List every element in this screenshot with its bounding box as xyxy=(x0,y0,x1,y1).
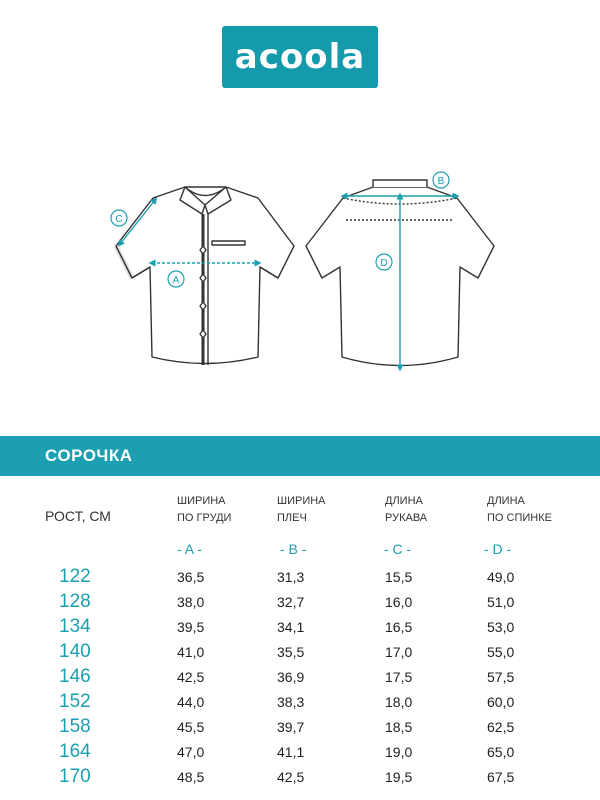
column-code-c: - C - xyxy=(384,541,412,557)
table-row xyxy=(0,741,600,766)
cell-chest-width: 48,5 xyxy=(177,769,205,785)
cell-shoulder-width: 42,5 xyxy=(277,769,305,785)
column-header-line1: ШИРИНА xyxy=(277,495,326,507)
height-column-header: РОСТ, СМ xyxy=(45,508,111,524)
row-height: 134 xyxy=(59,616,91,637)
row-height: 140 xyxy=(59,641,91,662)
row-height: 146 xyxy=(59,666,91,687)
cell-sleeve-length: 17,0 xyxy=(385,644,413,660)
column-code-d: - D - xyxy=(484,541,512,557)
shirt-drawing xyxy=(0,160,600,390)
column-header-line1: ДЛИНА xyxy=(385,495,423,507)
column-header-chest-width xyxy=(177,493,231,527)
cell-shoulder-width: 41,1 xyxy=(277,744,305,760)
cell-sleeve-length: 19,5 xyxy=(385,769,413,785)
table-row xyxy=(0,666,600,691)
cell-back-length: 49,0 xyxy=(487,569,515,585)
cell-sleeve-length: 16,5 xyxy=(385,619,413,635)
cell-chest-width: 38,0 xyxy=(177,594,205,610)
column-header-line2: ПО СПИНКЕ xyxy=(487,512,552,524)
cell-shoulder-width: 38,3 xyxy=(277,694,305,710)
svg-text:A: A xyxy=(172,275,180,286)
cell-chest-width: 39,5 xyxy=(177,619,205,635)
cell-back-length: 62,5 xyxy=(487,719,515,735)
column-code-b: - B - xyxy=(280,541,307,557)
column-code-a: - A - xyxy=(177,541,202,557)
cell-back-length: 65,0 xyxy=(487,744,515,760)
column-header-line2: ПО ГРУДИ xyxy=(177,512,232,524)
column-header-line2: ПЛЕЧ xyxy=(277,512,307,524)
marker-d xyxy=(376,254,392,270)
cell-back-length: 60,0 xyxy=(487,694,515,710)
svg-text:C: C xyxy=(115,214,123,225)
column-header-line2: РУКАВА xyxy=(385,512,428,524)
cell-sleeve-length: 16,0 xyxy=(385,594,413,610)
cell-chest-width: 47,0 xyxy=(177,744,205,760)
column-header-line1: ШИРИНА xyxy=(177,495,226,507)
row-height: 164 xyxy=(59,741,91,762)
row-height: 122 xyxy=(59,566,91,587)
row-height: 128 xyxy=(59,591,91,612)
row-height: 170 xyxy=(59,766,91,787)
table-row xyxy=(0,691,600,716)
cell-chest-width: 41,0 xyxy=(177,644,205,660)
cell-back-length: 55,0 xyxy=(487,644,515,660)
column-header-sleeve-length xyxy=(385,493,427,527)
row-height: 158 xyxy=(59,716,91,737)
brand-logo-text: acoola xyxy=(234,37,366,77)
cell-back-length: 51,0 xyxy=(487,594,515,610)
marker-c xyxy=(111,210,127,226)
cell-shoulder-width: 34,1 xyxy=(277,619,305,635)
cell-sleeve-length: 19,0 xyxy=(385,744,413,760)
column-header-shoulder-width xyxy=(277,493,326,527)
column-header-line1: ДЛИНА xyxy=(487,495,525,507)
cell-shoulder-width: 35,5 xyxy=(277,644,305,660)
cell-sleeve-length: 18,5 xyxy=(385,719,413,735)
cell-back-length: 67,5 xyxy=(487,769,515,785)
shirt-front xyxy=(116,187,294,365)
cell-shoulder-width: 39,7 xyxy=(277,719,305,735)
cell-shoulder-width: 31,3 xyxy=(277,569,305,585)
cell-sleeve-length: 17,5 xyxy=(385,669,413,685)
cell-back-length: 57,5 xyxy=(487,669,515,685)
cell-chest-width: 42,5 xyxy=(177,669,205,685)
cell-sleeve-length: 18,0 xyxy=(385,694,413,710)
cell-chest-width: 44,0 xyxy=(177,694,205,710)
table-row xyxy=(0,616,600,641)
column-header-back-length xyxy=(487,493,552,527)
table-row xyxy=(0,716,600,741)
section-title: СОРОЧКА xyxy=(45,446,133,465)
cell-shoulder-width: 36,9 xyxy=(277,669,305,685)
svg-text:B: B xyxy=(437,176,445,187)
table-row xyxy=(0,766,600,791)
table-row xyxy=(0,591,600,616)
brand-logo xyxy=(222,26,378,88)
marker-a xyxy=(168,271,184,287)
table-row xyxy=(0,641,600,666)
section-band xyxy=(0,436,600,476)
cell-chest-width: 36,5 xyxy=(177,569,205,585)
marker-b xyxy=(433,172,449,188)
table-row xyxy=(0,566,600,591)
cell-back-length: 53,0 xyxy=(487,619,515,635)
cell-chest-width: 45,5 xyxy=(177,719,205,735)
cell-shoulder-width: 32,7 xyxy=(277,594,305,610)
cell-sleeve-length: 15,5 xyxy=(385,569,413,585)
row-height: 152 xyxy=(59,691,91,712)
svg-text:D: D xyxy=(380,258,388,269)
